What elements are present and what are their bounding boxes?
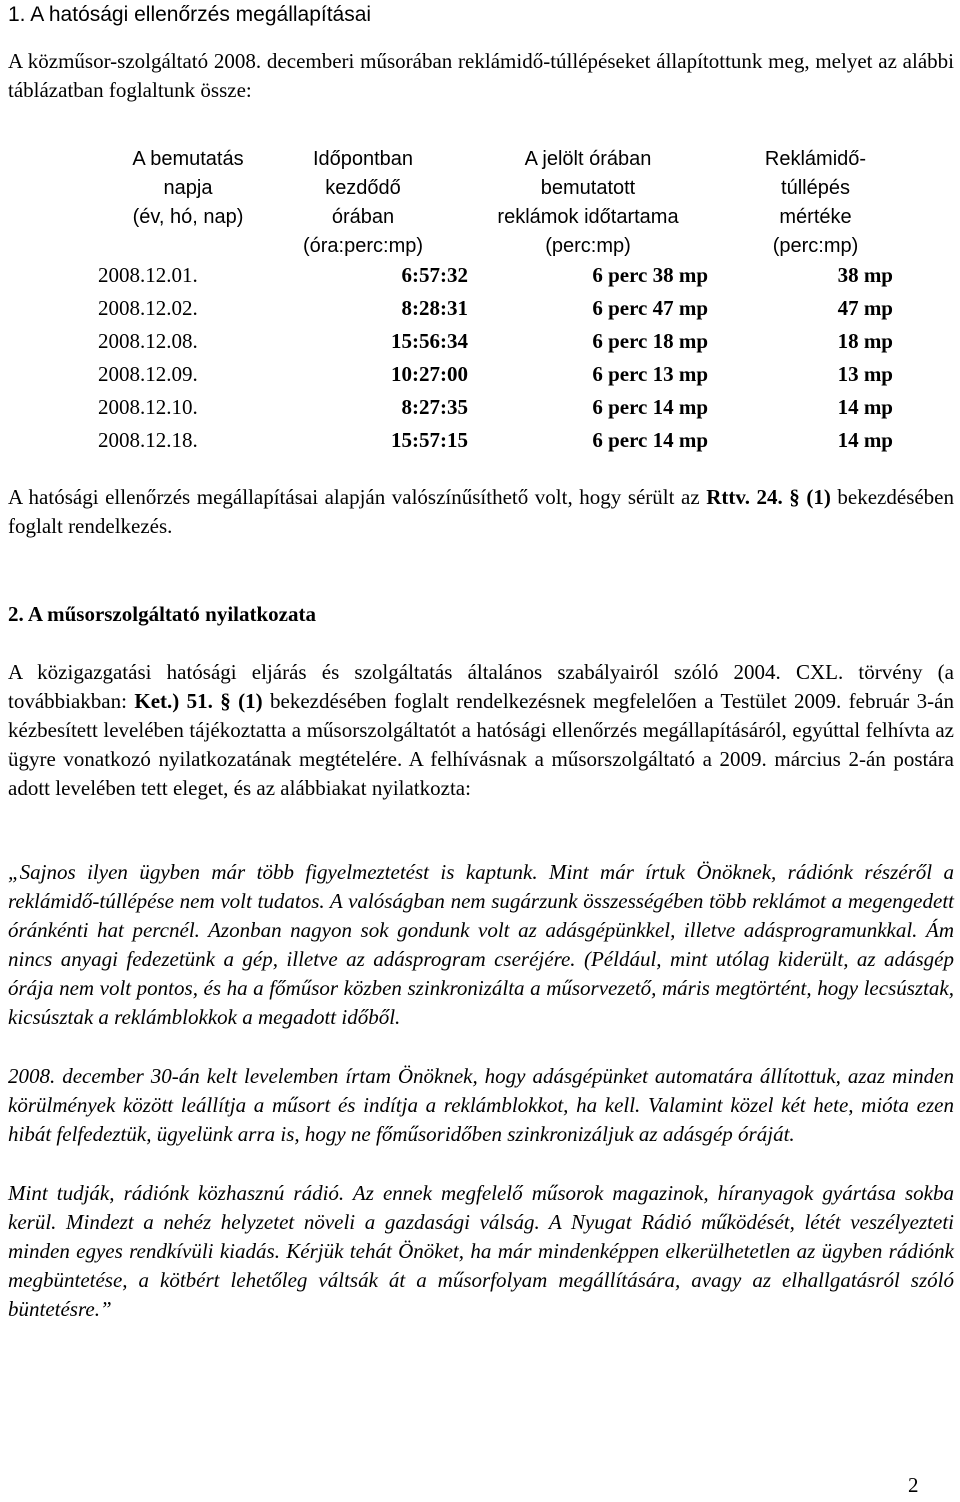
cell-start: 15:56:34	[391, 329, 468, 353]
cell-date: 2008.12.08.	[98, 329, 198, 353]
table-row	[98, 358, 898, 391]
header-date: A bemutatás napja (év, hó, nap)	[132, 148, 244, 228]
header-overtime: Reklámidő- túllépés mértéke (perc:mp)	[764, 148, 867, 257]
cell-duration: 6 perc 13 mp	[592, 362, 708, 386]
cell-date: 2008.12.18.	[98, 428, 198, 452]
legal-reference: Ket.) 51. § (1)	[134, 689, 263, 713]
cell-duration: 6 perc 14 mp	[592, 428, 708, 452]
cell-date: 2008.12.09.	[98, 362, 198, 386]
quote-paragraph-3: Mint tudják, rádiónk közhasznú rádió. Az ennek megfelelő műsorok magazinok, híranyagok gyártása sokba kerül. Mindezt a nehéz helyzetet növeli a gazdasági válság. A Nyugat Rádió működését, létét veszélyezteti minden egyes rendkívüli kiadás. Kérjük tehát Önöket, ha már mindenképpen elkerülhetetlen az ügyben rádiónk megbüntetése, a kötbért lehetőleg váltsák át a műsorfolyam megállítására, avagy az elhallgatásról szóló büntetésre.”	[8, 1181, 954, 1321]
cell-date: 2008.12.01.	[98, 263, 198, 287]
cell-overtime: 18 mp	[837, 329, 893, 353]
cell-overtime: 14 mp	[837, 428, 893, 452]
quote-paragraph-1: „Sajnos ilyen ügyben már több figyelmeztetést is kaptunk. Mint már írtuk Önöknek, rádiónk részéről a reklámidő-túllépése nem volt tudatos. A valóságban nem sugárzunk összességében több reklámot a megengedett óránkénti hat percnél. Azonban nagyon sok gondunk volt az adásgépünkkel, illetve adásprogramunkkal. Ám nincs anyagi fedezetünk a gép, illetve az adásprogram cseréjére. (Például, mint utólag kiderült, az adásgép órája nem volt pontos, és ha a főműsor közben szinkronizálta a műsorvezető, máris megtörtént, hogy lecsúsztak, kicsúsztak a reklámblokkok a megadott időből.	[8, 860, 954, 1029]
cell-duration: 6 perc 38 mp	[592, 263, 708, 287]
cell-start: 6:57:32	[401, 263, 468, 287]
cell-overtime: 14 mp	[837, 395, 893, 419]
table-row	[98, 292, 898, 325]
legal-reference: Rttv. 24. § (1)	[706, 485, 831, 509]
cell-start: 8:28:31	[401, 296, 468, 320]
cell-date: 2008.12.10.	[98, 395, 198, 419]
cell-overtime: 47 mp	[837, 296, 893, 320]
statement-intro-paragraph: A közigazgatási hatósági eljárás és szolgáltatás általános szabályairól szóló 2004. CXL. törvény (a továbbiakban: Ket.) 51. § (1) bekezdésében foglalt rendelkezésnek megfelelően a Testület 2009. február 3-án kézbesített levelében tájékoztatta a műsorszolgáltatót a hatósági ellenőrzés megállapításáról, egyúttal felhívta az ügyre vonatkozó nyilatkozatának megtételére. A felhívásnak a műsorszolgáltató a 2009. március 2-án postára adott levelében tett eleget, és az alábbiakat nyilatkozta:	[8, 660, 954, 800]
section-heading-2: 2. A műsorszolgáltató nyilatkozata	[8, 602, 316, 626]
section-heading-1: 1. A hatósági ellenőrzés megállapításai	[8, 3, 372, 26]
cell-start: 15:57:15	[391, 428, 468, 452]
conclusion-paragraph: A hatósági ellenőrzés megállapításai alapján valószínűsíthető volt, hogy sérült az Rttv. 24. § (1) bekezdésében foglalt rendelkezés.	[8, 485, 955, 538]
header-start-hour: Időpontban kezdődő órában (óra:perc:mp)	[302, 148, 424, 257]
table-row	[98, 391, 898, 424]
page-number: 2	[908, 1473, 919, 1497]
table-row	[98, 325, 898, 358]
cell-duration: 6 perc 14 mp	[592, 395, 708, 419]
table-row	[98, 424, 898, 457]
cell-date: 2008.12.02.	[98, 296, 198, 320]
cell-start: 10:27:00	[391, 362, 468, 386]
header-ad-duration: A jelölt órában bemutatott reklámok időtartama (perc:mp)	[497, 148, 679, 257]
cell-start: 8:27:35	[401, 395, 468, 419]
table-row	[98, 259, 898, 292]
cell-overtime: 13 mp	[837, 362, 893, 386]
cell-duration: 6 perc 47 mp	[592, 296, 708, 320]
intro-paragraph: A közműsor-szolgáltató 2008. decemberi műsorában reklámidő-túllépéseket állapítottunk meg, melyet az alábbi táblázatban foglaltunk össze:	[8, 49, 954, 102]
quote-paragraph-2: 2008. december 30-án kelt levelemben írtam Önöknek, hogy adásgépünket automatára állítottuk, azaz minden körülmények között leállítja a műsort és indítja a reklámblokkot, ha kell. Valamint közel két hete, mióta ezen hibát felfedeztük, ügyelünk arra is, hogy ne főműsoridőben szinkronizáljuk az adásgép óráját.	[8, 1064, 954, 1146]
cell-duration: 6 perc 18 mp	[592, 329, 708, 353]
cell-overtime: 38 mp	[837, 263, 893, 287]
